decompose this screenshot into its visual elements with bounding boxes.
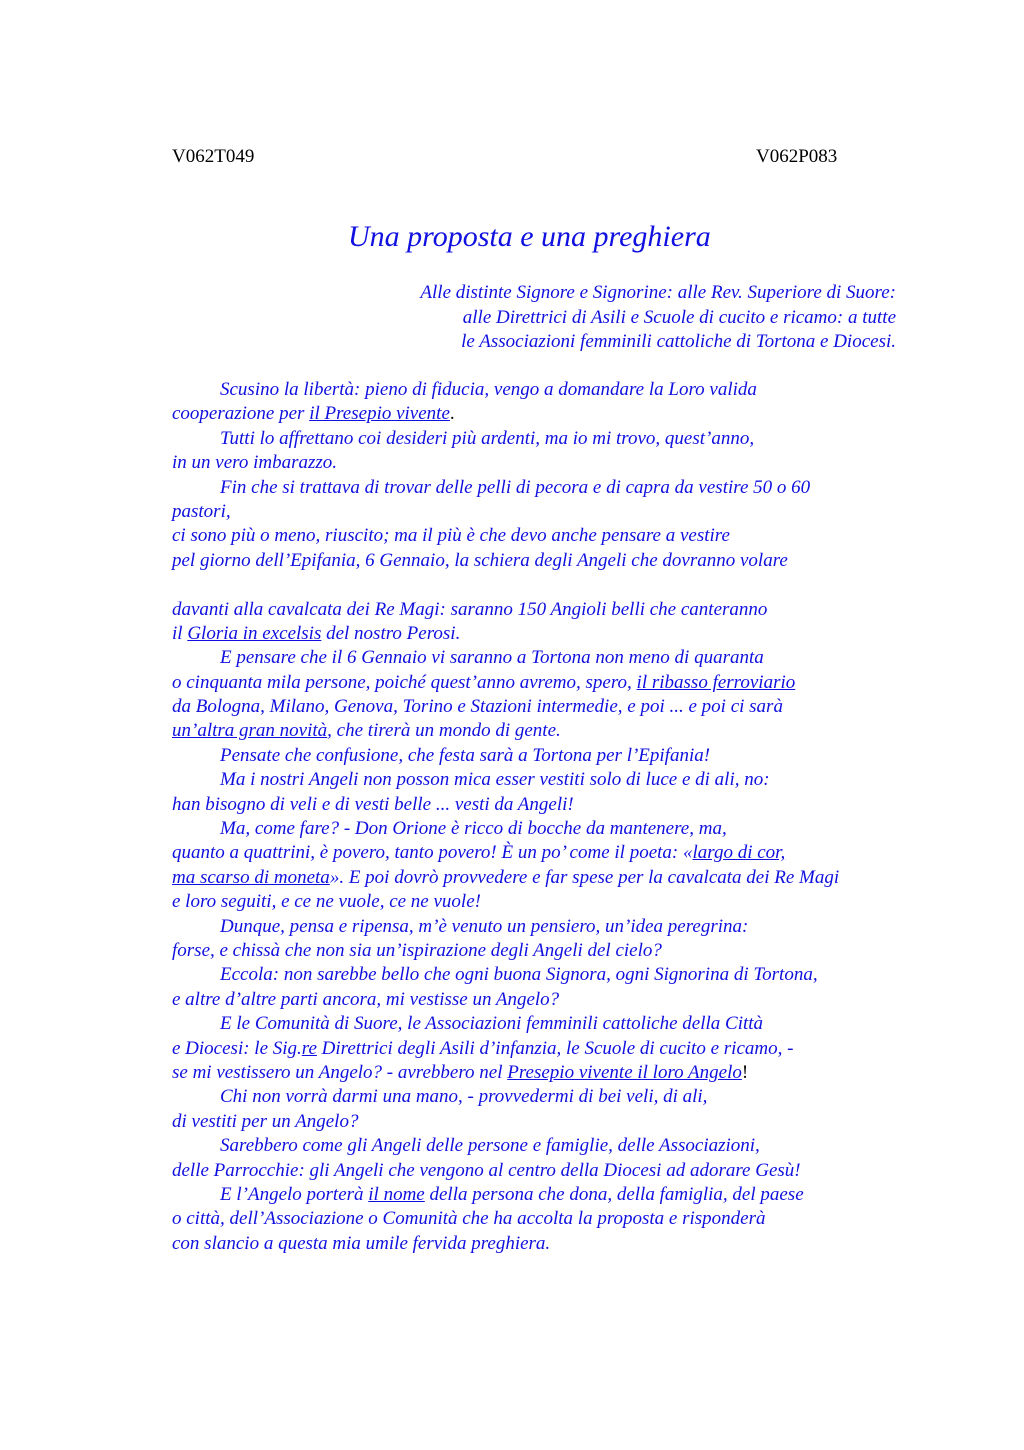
text-span: , che tirerà un mondo di gente. [327, 720, 561, 742]
paragraph-line: forse, e chissà che non sia un’ispirazione degli Angeli del cielo? [172, 939, 662, 961]
paragraph-line: in un vero imbarazzo. [172, 452, 338, 474]
paragraph-line [172, 719, 932, 743]
paragraph-line: Dunque, pensa e ripensa, m’è venuto un pensiero, un’idea peregrina: [220, 915, 749, 937]
paragraph-line: Eccola: non sarebbe bello che ogni buona Signora, ogni Signorina di Tortona, [220, 964, 818, 986]
paragraph-line: pastori, [172, 500, 231, 522]
address-line-2: alle Direttrici di Asili e Scuole di cucito e ricamo: a tutte [462, 307, 896, 328]
paragraph-line [172, 402, 932, 426]
paragraph-line [172, 841, 932, 865]
text-span: della persona che dona, della famiglia, del paese [424, 1183, 804, 1205]
document-code-left: V062T049 [172, 146, 255, 167]
paragraph-line [172, 671, 932, 695]
text-span: ». E poi dovrò provvedere e far spese per la cavalcata dei Re Magi [329, 866, 840, 888]
letter-body [172, 378, 932, 1256]
paragraph-line: delle Parrocchie: gli Angeli che vengono al centro della Diocesi ad adorare Gesù! [172, 1159, 801, 1181]
underlined-phrase: ma scarso di moneta [172, 866, 330, 888]
underlined-phrase: re [301, 1037, 317, 1059]
document-code-right: V062P083 [756, 146, 838, 167]
text-span: quanto a quattrini, è povero, tanto povero! È un po’ come il poeta: « [172, 842, 693, 864]
underlined-phrase: il ribasso ferroviario [636, 671, 796, 693]
paragraph-line: e altre d’altre parti ancora, mi vestisse un Angelo? [172, 988, 560, 1010]
underlined-phrase: Gloria in excelsis [187, 622, 322, 644]
paragraph-line: Tutti lo affrettano coi desideri più ardenti, ma io mi trovo, quest’anno, [220, 427, 755, 449]
paragraph-line: Scusino la libertà: pieno di fiducia, vengo a domandare la Loro valida [220, 379, 757, 400]
paragraph-line: o città, dell’Associazione o Comunità che ha accolta la proposta e risponderà [172, 1208, 766, 1230]
text-span: E l’Angelo porterà [220, 1183, 369, 1205]
paragraph-line: Sarebbero come gli Angeli delle persone e famiglie, delle Associazioni, [220, 1135, 760, 1157]
underlined-phrase: il nome [368, 1183, 425, 1205]
paragraph-line: Fin che si trattava di trovar delle pelli di pecora e di capra da vestire 50 o 60 [220, 476, 811, 498]
text-span: ! [741, 1061, 749, 1083]
paragraph-line: pel giorno dell’Epifania, 6 Gennaio, la schiera degli Angeli che dovranno volare [172, 549, 788, 571]
paragraph-line: di vestiti per un Angelo? [172, 1110, 359, 1132]
text-span: . [449, 403, 455, 425]
text-span: cooperazione per [172, 403, 310, 425]
paragraph-line: han bisogno di veli e di vesti belle ... vesti da Angeli! [172, 793, 574, 815]
paragraph-line: Ma i nostri Angeli non posson mica esser vestiti solo di luce e di ali, no: [220, 769, 770, 791]
underlined-phrase: largo di cor, [692, 842, 786, 864]
text-span: del nostro Perosi. [321, 622, 461, 644]
text-span: o cinquanta mila persone, poiché quest’anno avremo, spero, [172, 671, 637, 693]
address-line-1: Alle distinte Signore e Signorine: alle Rev. Superiore di Suore: [420, 282, 896, 303]
paragraph-line [172, 622, 932, 646]
paragraph-line: Chi non vorrà darmi una mano, - provvedermi di bei veli, di ali, [220, 1086, 708, 1108]
paragraph-line: con slancio a questa mia umile fervida preghiera. [172, 1232, 551, 1254]
underlined-phrase: Presepio vivente il loro Angelo [507, 1061, 742, 1083]
paragraph-line: E pensare che il 6 Gennaio vi saranno a Tortona non meno di quaranta [220, 647, 764, 669]
paragraph-line [172, 1183, 932, 1207]
paragraph-line: e loro seguiti, e ce ne vuole, ce ne vuole! [172, 891, 481, 913]
text-span: e Diocesi: le Sig. [172, 1037, 302, 1059]
text-span: se mi vestissero un Angelo? - avrebbero nel [172, 1061, 508, 1083]
paragraph-line: ci sono più o meno, riuscito; ma il più è che devo anche pensare a vestire [172, 525, 730, 547]
page-title: Una proposta e una preghiera [348, 220, 711, 253]
underlined-phrase: un’altra gran novità [172, 720, 328, 742]
paragraph-line [172, 1061, 932, 1085]
paragraph-line: E le Comunità di Suore, le Associazioni femminili cattoliche della Città [220, 1013, 764, 1035]
underlined-phrase: il Presepio vivente [309, 403, 450, 425]
paragraph-line [172, 1037, 932, 1061]
paragraph-line: davanti alla cavalcata dei Re Magi: saranno 150 Angioli belli che canteranno [172, 598, 768, 620]
address-line-3: le Associazioni femminili cattoliche di Tortona e Diocesi. [461, 331, 896, 352]
paragraph-line [172, 866, 932, 890]
text-span: Direttrici degli Asili d’infanzia, le Scuole di cucito e ricamo, - [316, 1037, 794, 1059]
paragraph-line: Pensate che confusione, che festa sarà a Tortona per l’Epifania! [220, 744, 711, 766]
paragraph-line: Ma, come fare? - Don Orione è ricco di bocche da mantenere, ma, [220, 818, 727, 840]
paragraph-line: da Bologna, Milano, Genova, Torino e Stazioni intermedie, e poi ... e poi ci sarà [172, 696, 783, 718]
blank-line [172, 573, 932, 597]
text-span: il [172, 622, 188, 644]
